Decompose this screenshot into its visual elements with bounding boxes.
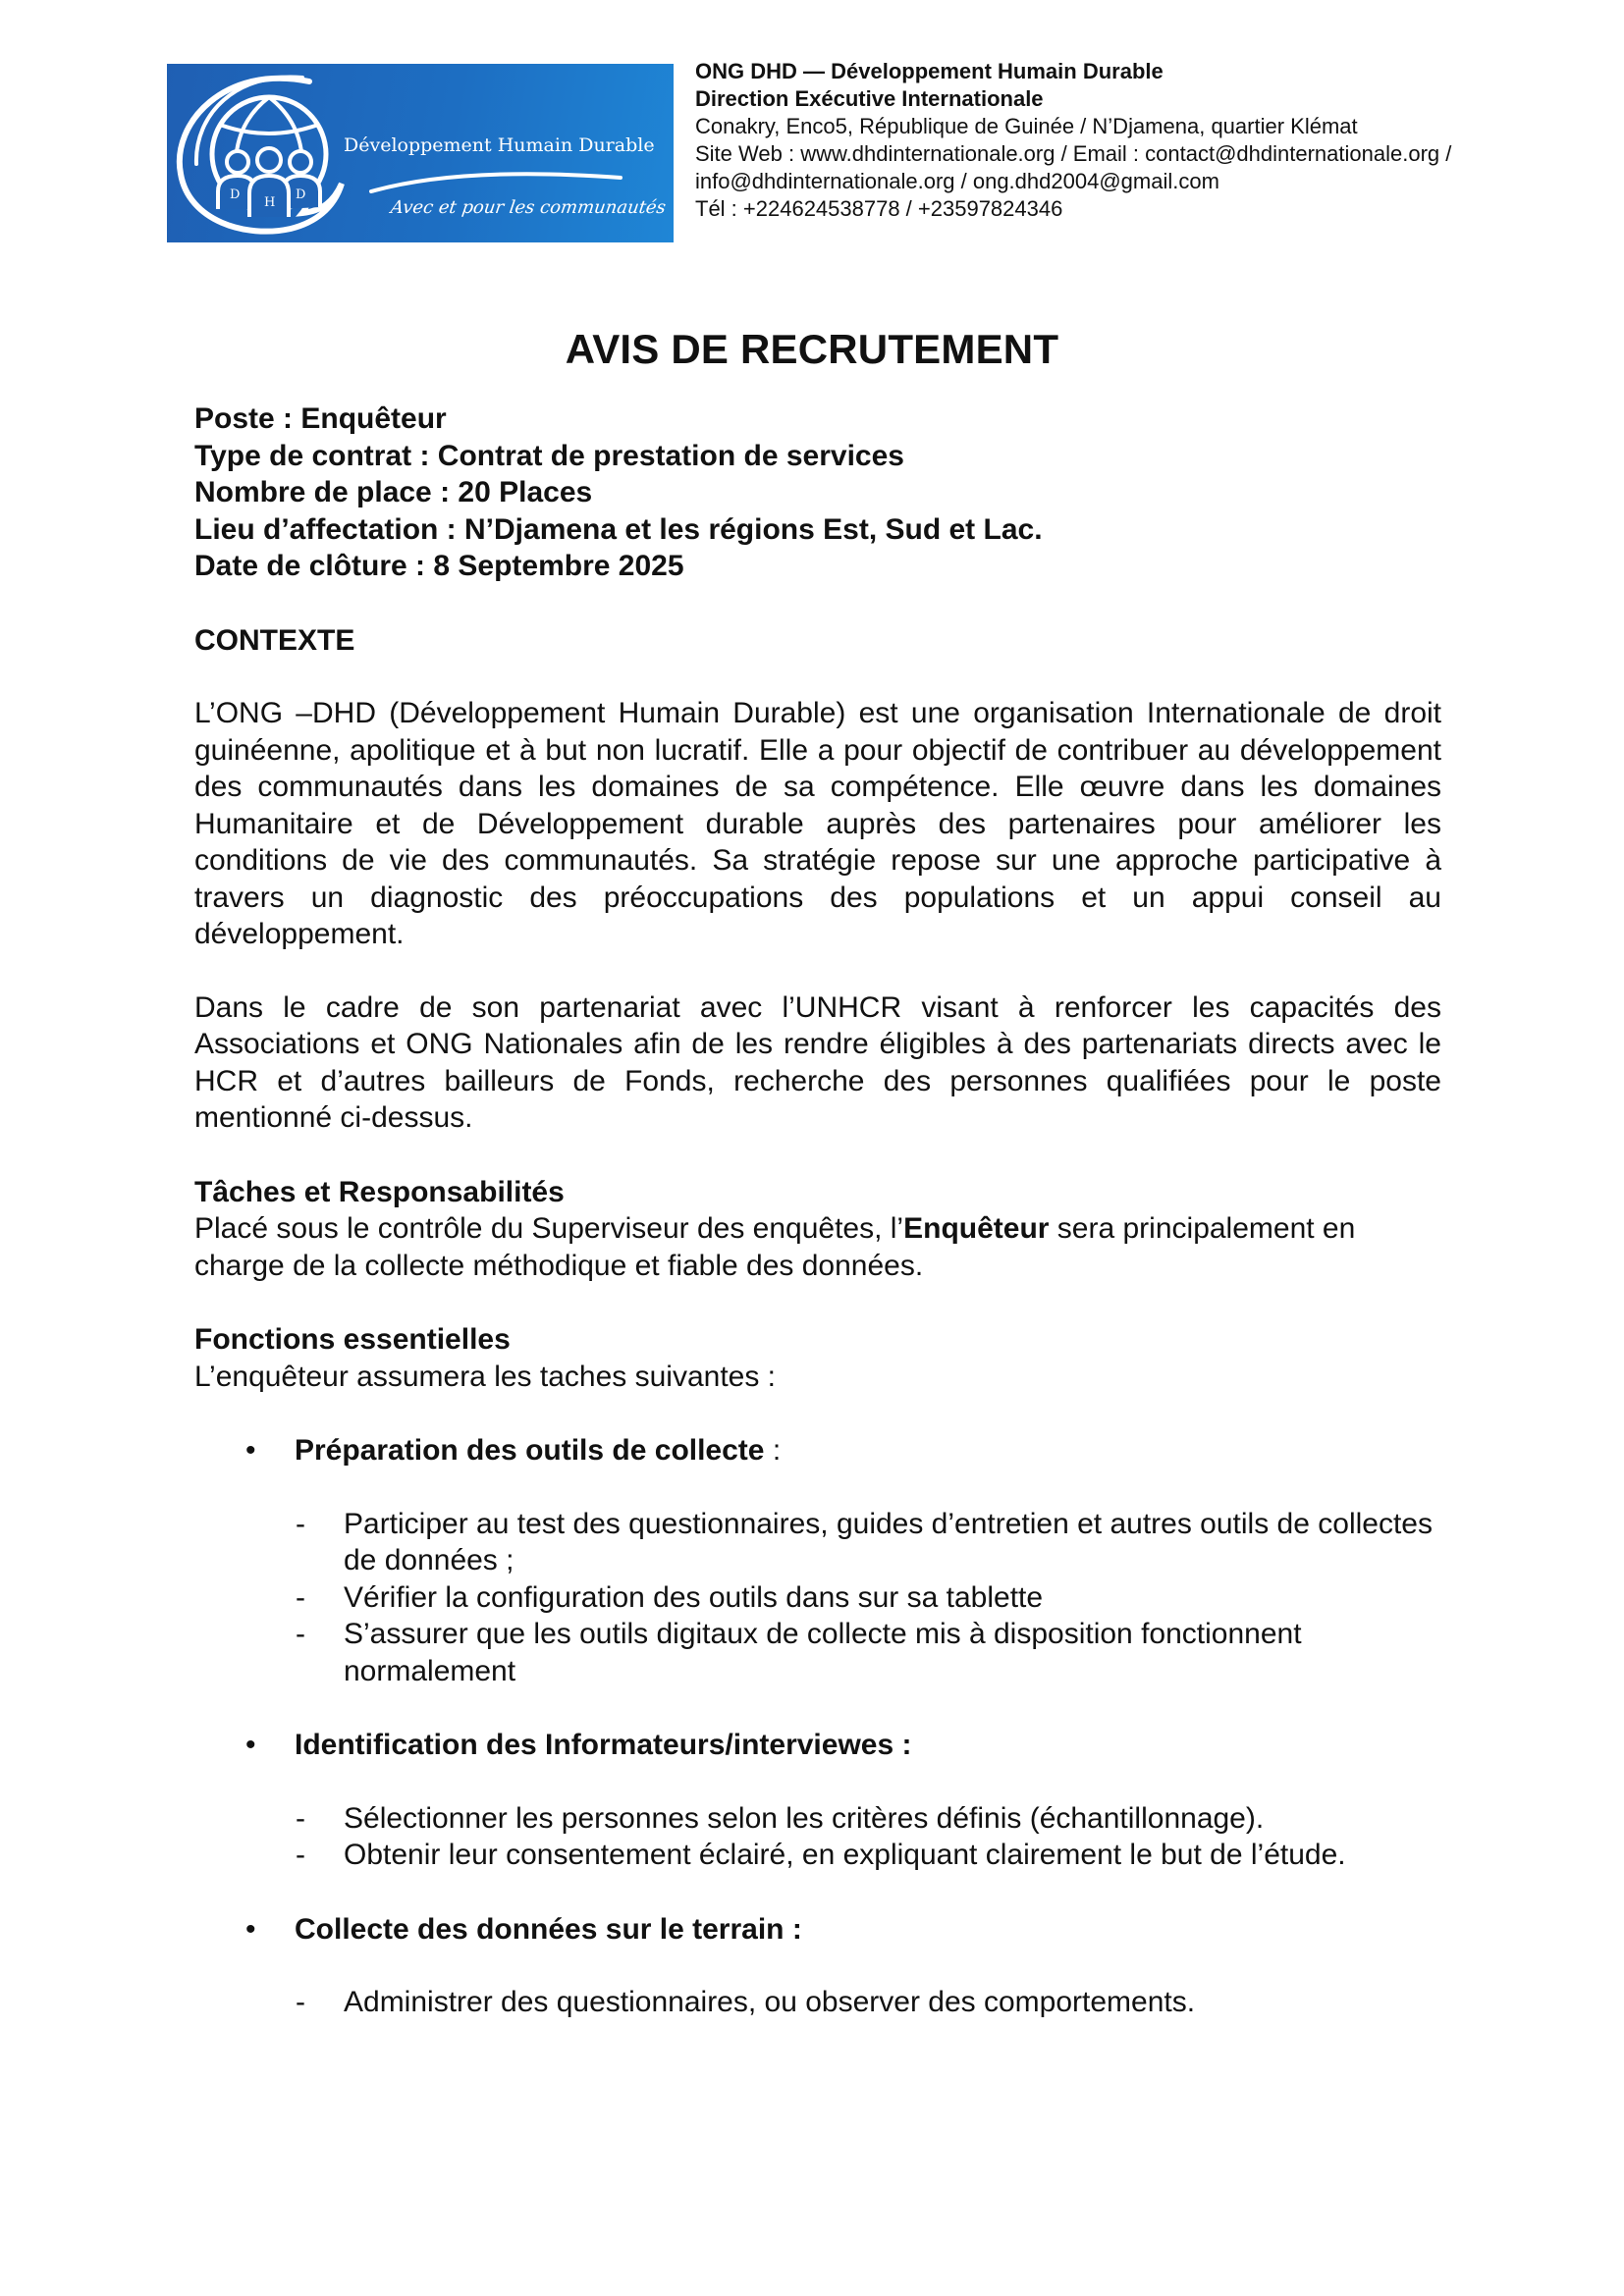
bullet-label: Collecte des données sur le terrain :: [295, 1912, 802, 1946]
job-meta: [194, 400, 1441, 585]
list-item: [194, 1837, 1441, 1874]
logo-org-name: Développement Humain Durable: [344, 134, 655, 156]
bullet-label: Préparation des outils de collecte: [295, 1434, 765, 1467]
org-name-line: ONG DHD — Développement Humain Durable: [695, 59, 1164, 83]
logo-letter-d2: D: [296, 187, 306, 202]
list-item: [194, 1579, 1441, 1617]
org-direction-line: Direction Exécutive Internationale: [695, 86, 1044, 111]
meta-poste: Poste : Enquêteur: [194, 402, 447, 435]
dash-list-collecte: [194, 1984, 1441, 2021]
list-item-text: S’assurer que les outils digitaux de collecte mis à disposition fonctionnent normalement: [344, 1618, 1302, 1687]
dash-icon: -: [296, 1618, 305, 1650]
dash-icon: -: [296, 1580, 305, 1614]
bullet-identification: [194, 1727, 1441, 1764]
list-item: [194, 1800, 1441, 1838]
dash-icon: -: [296, 1507, 305, 1540]
meta-places: Nombre de place : 20 Places: [194, 476, 593, 508]
list-item: [194, 1506, 1441, 1579]
logo-tagline: Avec et pour les communautés: [389, 197, 668, 218]
org-web-email-line: Site Web : www.dhdinternationale.org / Email : contact@dhdinternationale.org /: [695, 141, 1452, 166]
org-address-line: Conakry, Enco5, République de Guinée / N’Djamena, quartier Klémat: [695, 114, 1358, 138]
taches-text-before: Placé sous le contrôle du Superviseur des enquêtes, l’: [194, 1212, 904, 1245]
bullet-collecte: [194, 1911, 1441, 1949]
dash-list-preparation: [194, 1506, 1441, 1690]
dash-icon: -: [296, 1801, 305, 1835]
taches-text-bold: Enquêteur: [903, 1212, 1050, 1245]
bullet-preparation: [194, 1432, 1441, 1469]
contexte-paragraph-1: L’ONG –DHD (Développement Humain Durable) est une organisation Internationale de droit guinéenne, apolitique et à but non lucratif. Elle a pour objectif de contribuer au développement des communautés dans les domaines de sa compétence. Elle œuvre dans les domaines Humanitaire et de Développement durable auprès des partenaires pour améliorer les conditions de vie des communautés. Sa stratégie repose sur une approche participative à travers un diagnostic des préoccupations des populations et un appui conseil au développement.: [194, 697, 1441, 950]
taches-text-after: sera principalement en charge de la collecte méthodique et fiable des données.: [194, 1212, 1356, 1282]
logo-letter-d1: D: [230, 187, 241, 202]
list-item-text: Participer au test des questionnaires, guides d’entretien et autres outils de collectes de données ;: [344, 1507, 1433, 1576]
list-item-text: Sélectionner les personnes selon les critères définis (échantillonnage).: [344, 1801, 1265, 1835]
meta-lieu: Lieu d’affectation : N’Djamena et les régions Est, Sud et Lac.: [194, 512, 1043, 546]
taches-heading: Tâches et Responsabilités: [194, 1175, 565, 1208]
list-item-text: Obtenir leur consentement éclairé, en expliquant clairement le but de l’étude.: [344, 1839, 1346, 1871]
meta-cloture: Date de clôture : 8 Septembre 2025: [194, 550, 684, 582]
dhd-logo: [167, 64, 674, 242]
org-info: [695, 58, 1451, 223]
dash-icon: -: [296, 1986, 305, 2018]
list-item: [194, 1616, 1441, 1689]
bullet-suffix: :: [764, 1434, 782, 1467]
logo-letter-h: H: [264, 195, 276, 210]
dash-list-identification: [194, 1800, 1441, 1874]
fonctions-heading: Fonctions essentielles: [194, 1323, 511, 1356]
bullet-icon: •: [245, 1729, 256, 1761]
fonctions-intro: L’enquêteur assumera les taches suivantes :: [194, 1360, 777, 1393]
meta-contrat: Type de contrat : Contrat de prestation de services: [194, 439, 904, 472]
list-item-text: Vérifier la configuration des outils dans sur sa tablette: [344, 1580, 1044, 1614]
contexte-heading: CONTEXTE: [194, 623, 355, 657]
org-phone-line: Tél : +224624538778 / +23597824346: [695, 196, 1063, 221]
bullet-icon: •: [245, 1434, 256, 1467]
org-email-line: info@dhdinternationale.org / ong.dhd2004@gmail.com: [695, 169, 1219, 193]
taches-text: [194, 1210, 1441, 1284]
list-item-text: Administrer des questionnaires, ou observer des comportements.: [344, 1986, 1196, 2018]
bullet-icon: •: [245, 1912, 256, 1946]
dash-icon: -: [296, 1839, 305, 1871]
contexte-paragraph-2: Dans le cadre de son partenariat avec l’UNHCR visant à renforcer les capacités des Associations et ONG Nationales afin de les rendre éligibles à des partenariats directs avec le HCR et d’autres bailleurs de Fonds, recherche des personnes qualifiées pour le poste mentionné ci-dessus.: [194, 990, 1441, 1134]
page-title: AVIS DE RECRUTEMENT: [565, 326, 1059, 372]
document-body: [194, 400, 1441, 2021]
list-item: [194, 1984, 1441, 2021]
bullet-label: Identification des Informateurs/interviewes :: [295, 1729, 912, 1761]
